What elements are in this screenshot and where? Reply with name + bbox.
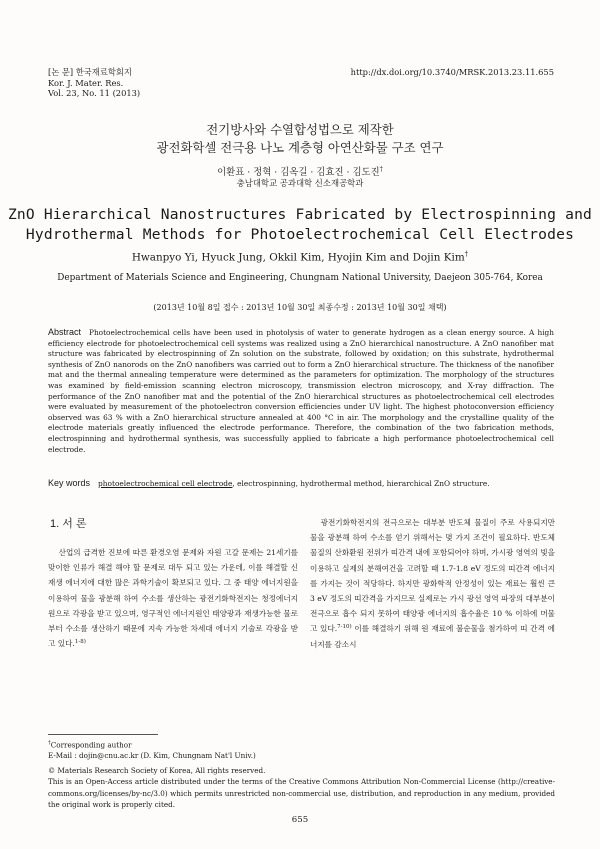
doi-link[interactable]: http://dx.doi.org/10.3740/MRSK.2013.23.11.655 <box>350 67 554 77</box>
title-korean-line1: 전기방사와 수열합성법으로 제작한 <box>206 122 394 137</box>
journal-name-kr: [논 문] 한국재료학회지 <box>48 67 132 77</box>
body-column-right <box>310 515 555 652</box>
keyword-first: photoelectrochemical cell electrode <box>98 479 233 488</box>
body-column-left <box>48 545 298 651</box>
footnote-rule <box>48 734 158 735</box>
section-title: 1. 서 론 <box>50 518 87 530</box>
received-dates: (2013년 10월 8일 접수 : 2013년 10월 30일 최종수정 : 2013년 10월 30일 채택) <box>153 303 447 312</box>
title-english-line1: ZnO Hierarchical Nanostructures Fabricated by Electrospinning and <box>7 206 593 223</box>
abstract-text: Photoelectrochemical cells have been used in photolysis of water to generate hydrogen as a clean energy source. A high efficiency electrode for photoelectrochemical cell systems was realized using a ZnO hierarchical nanostructure. A ZnO nanofiber mat structure was fabricated by electrospinning of Zn solution on the substrate, followed by oxidation; on this substrate, hydrothermal synthesis of ZnO nanorods on the ZnO nanofibers was carried out to form a ZnO hierarchical structure. The thickness of the nanofiber mat and the thermal annealing temperature were determined as the parameters for optimization. The morphology of the structures was examined by field-emission scanning electron microscopy, transmission electron microscopy, and X-ray diffraction. The performance of the ZnO nanofiber mat and the potential of the ZnO hierarchical structures as photoelectrochemical cell electrodes were evaluated by measurement of the photoelectron conversion efficiencies under UV light. The highest photoconversion efficiency observed was 63 % with a ZnO hierarchical structure annealed at 400 °C in air. The morphology and the crystalline quality of the electrode materials greatly influenced the electrode performance. Therefore, the combination of the two fabrication methods, electrospinning and hydrothermal synthesis, was successfully applied to fabricate a high performance photoelectrochemical cell electrode. <box>48 328 554 454</box>
journal-name-en: Kor. J. Mater. Res. <box>48 77 124 88</box>
authors-english <box>0 250 600 263</box>
journal-header <box>48 67 248 99</box>
license-block <box>48 765 555 811</box>
title-english <box>0 205 600 245</box>
paragraph <box>310 515 555 652</box>
dagger-mark-fn: † <box>48 740 51 746</box>
title-korean-line2: 광전화학셀 전극용 나노 계층형 아연산화물 구조 연구 <box>156 140 444 155</box>
paragraph <box>48 545 298 651</box>
license-text: This is an Open-Access article distributed under the terms of the Creative Commons Attribution Non-Commercial License (http://creative-commons.org/licenses/by-nc/3.0) which permits unrestricted non-commercial use, distribution, and reproduction in any medium, provided the original work is properly cited. <box>48 777 555 810</box>
footnote <box>48 738 256 761</box>
keywords-rest: , electrospinning, hydrothermal method, hierarchical ZnO structure. <box>232 479 490 488</box>
corresponding-author-text: Corresponding author <box>50 740 132 750</box>
page-number: 655 <box>291 815 309 825</box>
dagger-mark-en: † <box>464 250 469 258</box>
citation-ref: 7-10) <box>337 624 352 631</box>
authors-english-text: Hwanpyo Yi, Hyuck Jung, Okkil Kim, Hyojin Kim and Dojin Kim <box>131 251 465 264</box>
keywords <box>48 478 554 488</box>
abstract <box>48 327 554 455</box>
authors-korean-text: 이환표 · 정혁 · 김옥길 · 김효진 · 김도진 <box>217 167 380 179</box>
paragraph-text: 광전기화학전지의 전극으로는 대부분 반도체 물질이 주로 사용되지만 물을 광분해 하여 수소를 얻기 위해서는 몇 가지 조건이 필요하다. 반도체물질의 산화환원 전위가 띠간격 내에 포함되어야 하며, 가시광 영역의 빛을 이용하고 실제의 분해여건을 고려할 때 1.7-1.8 eV 정도의 띠간격 에너지를 가지는 것이 적당하다. 하지만 광화학적 안정성이 있는 재료는 훨씬 큰 3 eV 정도의 띠간격을 가지므로 실제로는 가시 광선 영역 파장의 대부분이 전극으로 흡수 되지 못하여 태양광 에너지의 흡수율은 10 % 이하에 머물고 있다. <box>310 518 555 634</box>
copyright-line: © Materials Research Society of Korea, All rights reserved. <box>48 766 266 775</box>
journal-volume: Vol. 23, No. 11 (2013) <box>48 88 141 99</box>
affiliation-english: Department of Materials Science and Engineering, Chungnam National University, Daejeon 305-764, Korea <box>57 273 543 283</box>
citation-ref: 1-8) <box>74 639 86 646</box>
paragraph-text: 산업의 급격한 진보에 따른 환경오염 문제와 자원 고갈 문제는 21세기를 맞이한 인류가 해결 해야 할 문제로 대두 되고 있는 가운데, 이를 해결할 신 재생 에너지에 대한 많은 과학기술이 확보되고 있다. 그 중 태양 에너지원을 이용하여 물을 광분해 하여 수소를 생산하는 광전기화학전지는 청정에너지원으로 각광을 받고 있으며, 영구적인 에너지원인 태양광과 재생가능한 물로부터 수소를 생산하기 때문에 지속 가능한 차세대 에너지 기술로 각광을 받고 있다. <box>48 548 298 649</box>
affiliation-korean: 충남대학교 공과대학 신소재공학과 <box>236 178 364 188</box>
corresponding-author <box>48 738 256 750</box>
keywords-label: Key words <box>48 478 91 488</box>
dagger-mark: † <box>379 165 383 173</box>
author-email: E-Mail : dojin@cnu.ac.kr (D. Kim, Chungnam Nat'l Univ.) <box>48 751 256 761</box>
title-korean <box>0 121 600 157</box>
abstract-label: Abstract <box>48 327 82 337</box>
paragraph-text-cont: 이를 해결하기 위해 원 재료에 불순물을 첨가하여 띠 간격 에너지를 감소시 <box>310 624 555 649</box>
title-english-line2: Hydrothermal Methods for Photoelectrochemical Cell Electrodes <box>25 226 575 243</box>
